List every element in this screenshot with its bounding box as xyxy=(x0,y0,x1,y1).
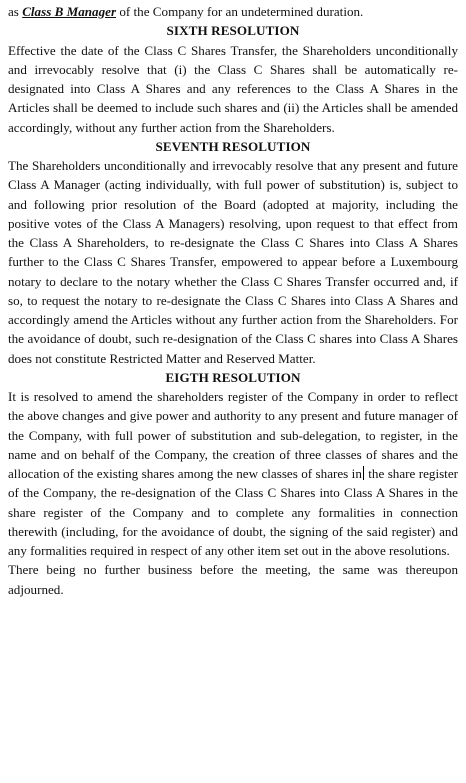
class-b-manager-term: Class B Manager xyxy=(22,4,117,19)
seventh-resolution-heading: SEVENTH RESOLUTION xyxy=(155,138,311,154)
intro-suffix: of the Company for an undetermined duration. xyxy=(116,4,364,19)
eighth-resolution-body[interactable] xyxy=(8,387,458,560)
intro-prefix: as xyxy=(8,4,23,19)
eighth-body-part-1: It is resolved to amend the shareholders register of the Company in order to reflect the above changes and give power and authority to any present and future manager of the Company, with full power of substitution and sub-delegation, to register, in the name and on behalf of the Company, the creation of three classes of shares and the allocation of the existing shares among the new classes of shares in xyxy=(8,389,458,481)
closing-paragraph: There being no further business before the meeting, the same was thereupon adjourned. xyxy=(8,562,458,597)
sixth-resolution-heading: SIXTH RESOLUTION xyxy=(166,23,300,39)
text-cursor xyxy=(363,466,364,480)
document-page xyxy=(8,2,458,599)
eighth-body-part-2: the share register of the Company, the re-designation of the Class C Shares into Class A Shares in the share register of the Company and to complete any formalities in connection therewith (including, for the avoidance of doubt, the signing of the said register) and any formalities required in respect of any other item set out in the above resolutions. xyxy=(8,466,458,558)
sixth-resolution-body: Effective the date of the Class C Shares Transfer, the Shareholders unconditionally and irrevocably resolve that (i) the Class C Shares shall be automatically re-designated into Class A Shares and any references to the Class A Shares in the Articles shall be deemed to include such shares and (ii) the Articles shall be amended accordingly, without any further action from the Shareholders. xyxy=(8,42,458,135)
seventh-resolution-body: The Shareholders unconditionally and irrevocably resolve that any present and future Class A Manager (acting individually, with full power of substitution) is, subject to and following prior resolution of the Board (adopted at majority, including the positive votes of the Class A Managers) resolving, upon request to that effect from the Class A Shareholders, to re-designate the Class C Shares into Class A Shares further to the Class C Shares Transfer, empowered to appear before a Luxembourg notary to declare to the notary whether the Class C Shares Transfer occurred and, if so, to request the notary to re-designate the Class C Shares into Class A Shares and accordingly amend the Articles without any further action from the Shareholders. For the avoidance of doubt, such re-designation of the Class C shares into Class A Shares does not constitute Restricted Matter and Reserved Matter. xyxy=(8,158,458,366)
intro-line xyxy=(8,2,458,21)
eighth-resolution-heading: EIGTH RESOLUTION xyxy=(165,369,301,385)
